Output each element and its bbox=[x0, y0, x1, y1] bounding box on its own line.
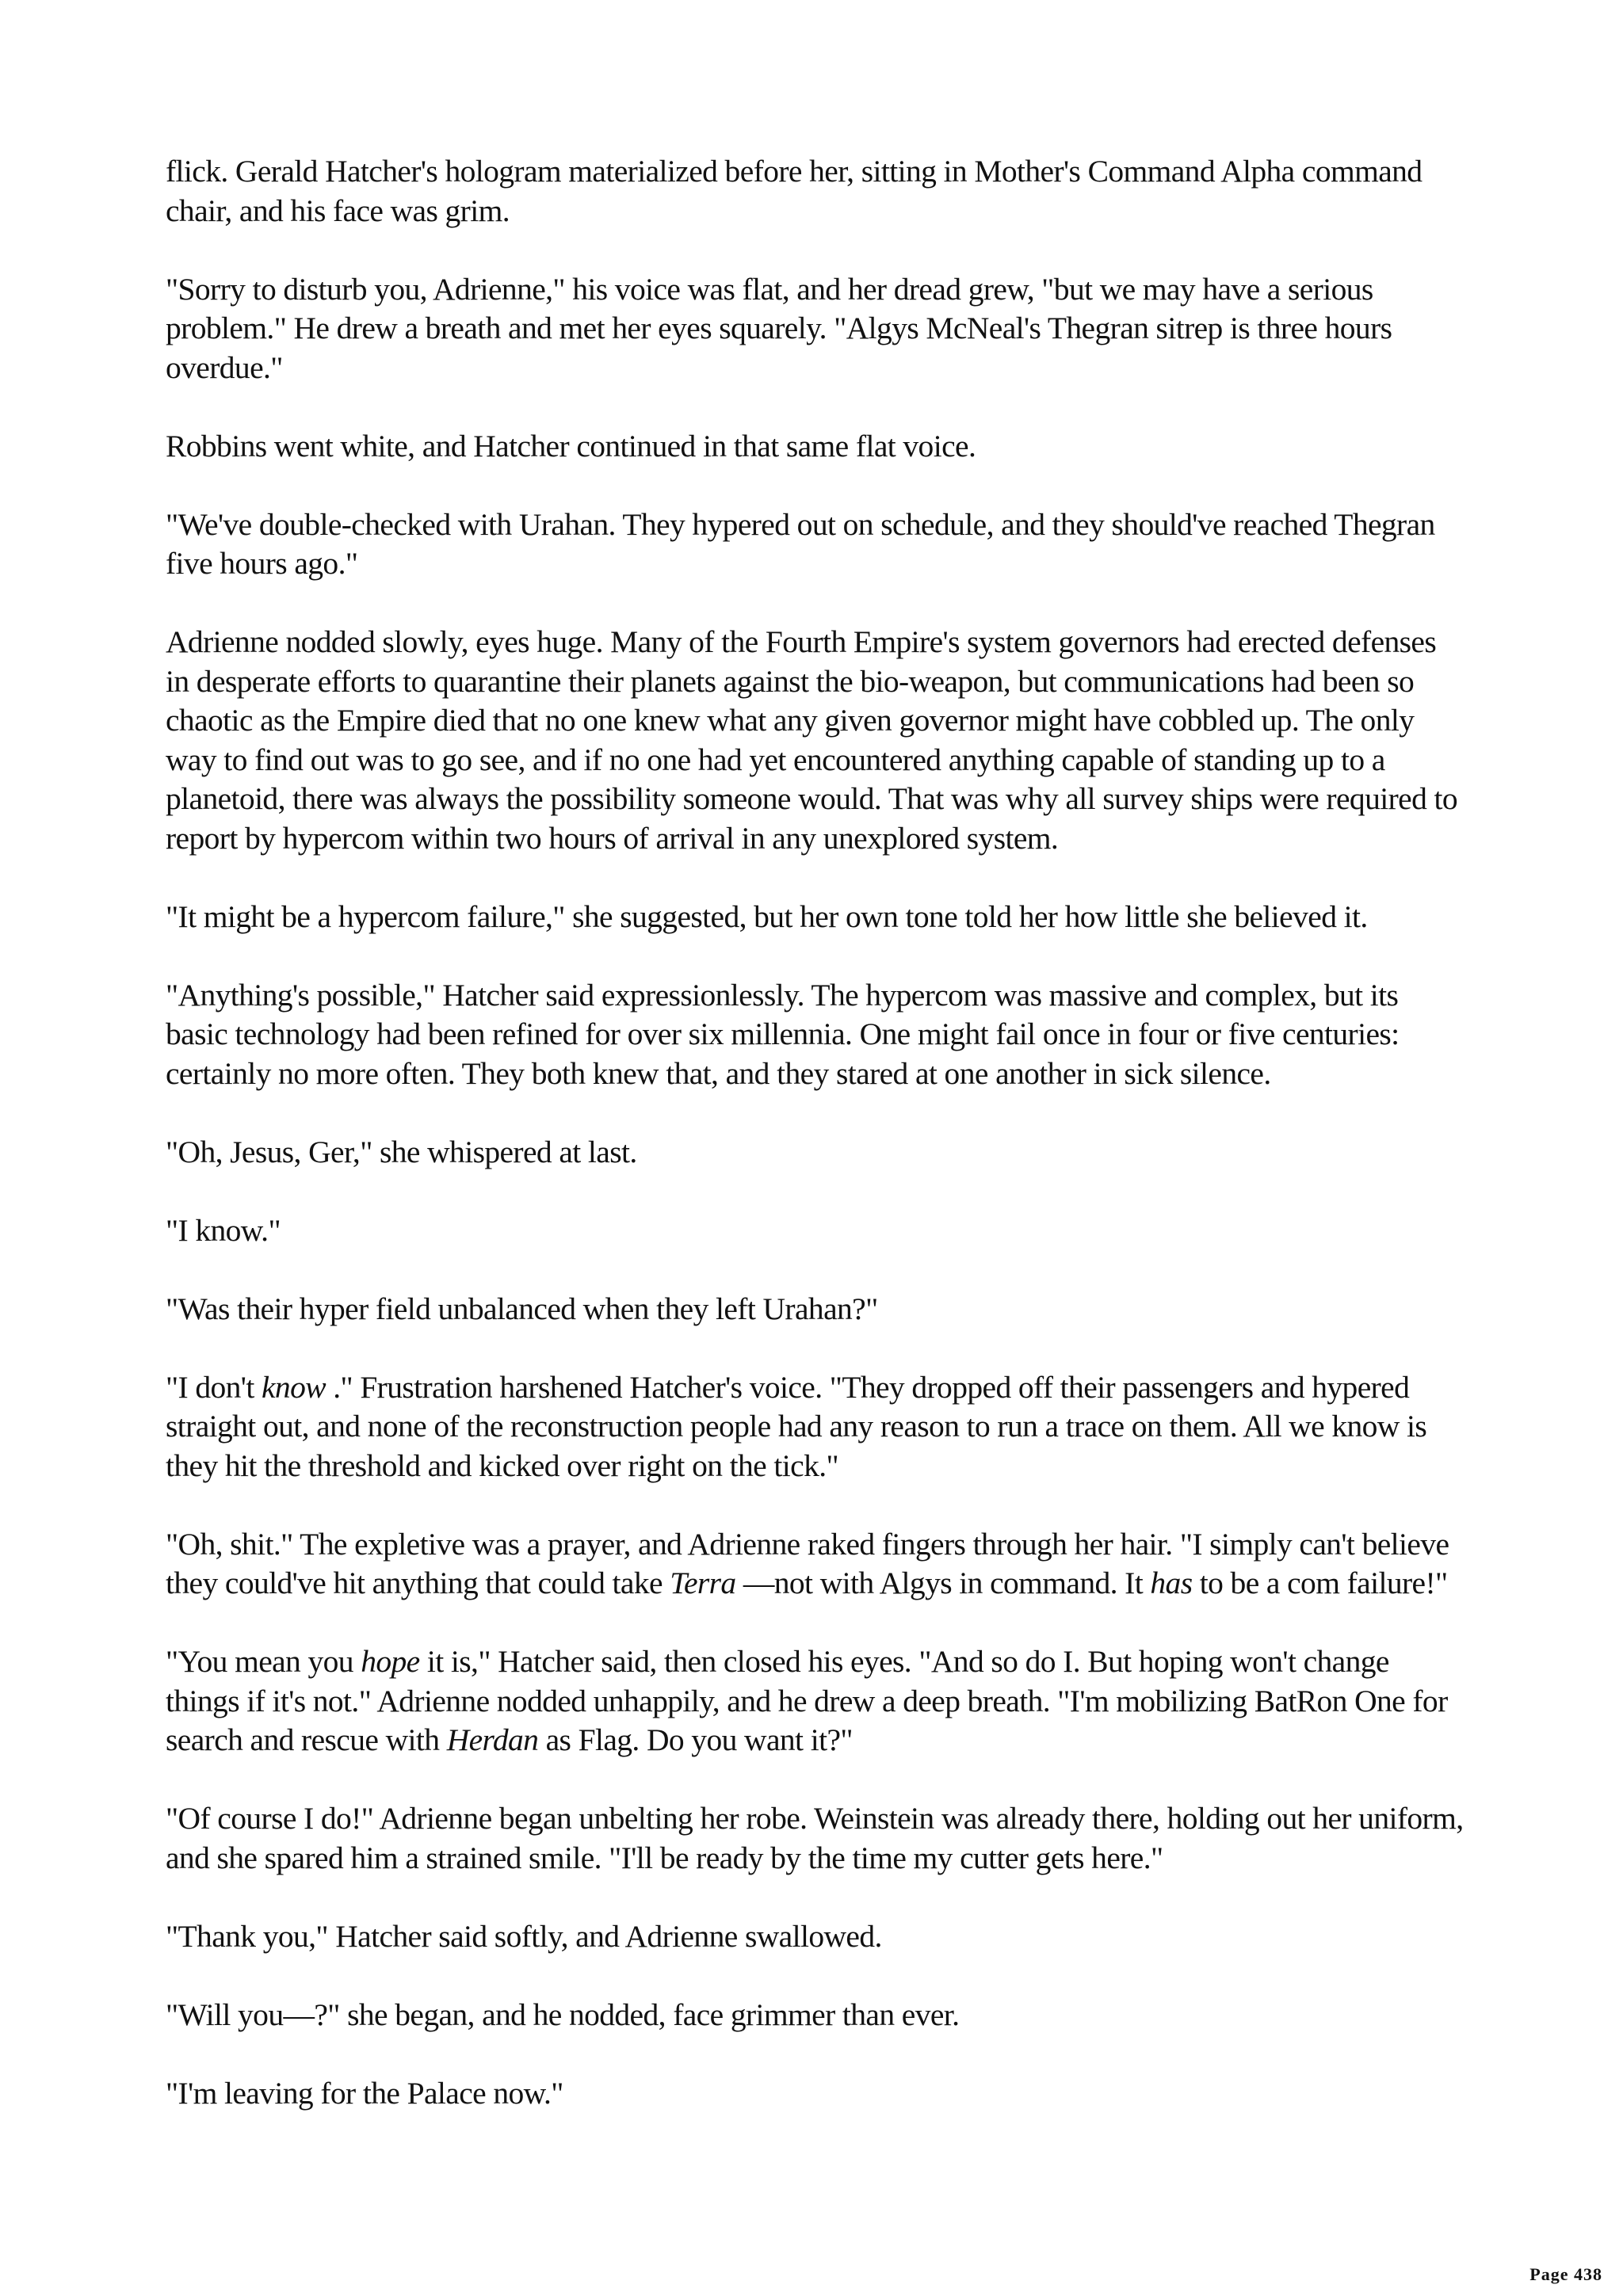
text-run: "Oh, Jesus, Ger," she whispered at last. bbox=[166, 1134, 637, 1169]
text-run: ." Frustration harshened Hatcher's voice. "They dropped off their passengers and hypered straight out, and none of the reconstruction people had any reason to run a trace on them. All we know is they hit the threshold and kicked over right on the tick." bbox=[166, 1369, 1427, 1483]
paragraph bbox=[166, 152, 1465, 231]
text-run: "It might be a hypercom failure," she suggested, but her own tone told her how little she believed it. bbox=[166, 898, 1368, 934]
italic-text-run: Herdan bbox=[446, 1722, 539, 1757]
text-run: as Flag. Do you want it?" bbox=[538, 1722, 853, 1757]
paragraph bbox=[166, 1799, 1465, 1878]
text-run: it is," Hatcher said, then closed his eyes. "And so do I. But hoping won't change things if it's not." Adrienne nodded unhappily, and he drew a deep breath. "I'm mobilizing BatRon One for search and rescue with bbox=[166, 1644, 1448, 1757]
text-run: "Oh, shit." The expletive was a prayer, and Adrienne raked fingers through her hair. "I simply can't believe they could've hit anything that could take bbox=[166, 1526, 1449, 1600]
text-run: Adrienne nodded slowly, eyes huge. Many of the Fourth Empire's system governors had erected defenses in desperate efforts to quarantine their planets against the bio-weapon, but communications had been so chaotic as the Empire died that no one knew what any given governor might have cobbled up. The only way to find out was to go see, and if no one had yet encountered anything capable of standing up to a planetoid, there was always the possibility someone would. That was why all survey ships were required to report by hypercom within two hours of arrival in any unexplored system. bbox=[166, 624, 1458, 856]
text-run: flick. Gerald Hatcher's hologram materialized before her, sitting in Mother's Command Alpha command chair, and his face was grim. bbox=[166, 154, 1423, 228]
italic-text-run: has bbox=[1150, 1566, 1193, 1600]
paragraph bbox=[166, 898, 1465, 937]
paragraph bbox=[166, 1996, 1465, 2035]
paragraph bbox=[166, 1525, 1465, 1604]
text-run: "Was their hyper field unbalanced when they left Urahan?" bbox=[166, 1291, 878, 1326]
paragraph bbox=[166, 976, 1465, 1094]
text-run: "We've double-checked with Urahan. They hypered out on schedule, and they should've reached Thegran five hours ago." bbox=[166, 506, 1435, 581]
text-run: "You mean you bbox=[166, 1644, 361, 1679]
text-run: "Sorry to disturb you, Adrienne," his voice was flat, and her dread grew, "but we may have a serious problem." He drew a breath and met her eyes squarely. "Algys McNeal's Thegran sitrep is three hours overdue." bbox=[166, 271, 1392, 385]
italic-text-run: hope bbox=[361, 1644, 420, 1679]
text-run: "I know." bbox=[166, 1212, 281, 1248]
paragraph bbox=[166, 1133, 1465, 1173]
paragraph bbox=[166, 1642, 1465, 1760]
text-run: to be a com failure!" bbox=[1192, 1566, 1448, 1600]
paragraph bbox=[166, 1211, 1465, 1251]
text-run: "I don't bbox=[166, 1369, 262, 1405]
text-run: "I'm leaving for the Palace now." bbox=[166, 2075, 563, 2111]
paragraph bbox=[166, 427, 1465, 467]
italic-text-run: know bbox=[261, 1369, 326, 1405]
body-text bbox=[166, 152, 1465, 2153]
paragraph bbox=[166, 1917, 1465, 1957]
paragraph bbox=[166, 1290, 1465, 1329]
text-run: "Thank you," Hatcher said softly, and Adrienne swallowed. bbox=[166, 1918, 882, 1954]
page-number: Page 438 bbox=[1529, 2264, 1602, 2284]
paragraph bbox=[166, 623, 1465, 858]
paragraph bbox=[166, 270, 1465, 388]
text-run: "Will you—?" she began, and he nodded, face grimmer than ever. bbox=[166, 1997, 960, 2032]
paragraph bbox=[166, 505, 1465, 584]
text-run: "Anything's possible," Hatcher said expressionlessly. The hypercom was massive and complex, but its basic technology had been refined for over six millennia. One might fail once in four or five centuries: certainly no more often. They both knew that, and they stared at one another in sick silence. bbox=[166, 977, 1400, 1091]
text-run: —not with Algys in command. It bbox=[735, 1566, 1151, 1600]
paragraph bbox=[166, 2074, 1465, 2114]
text-run: "Of course I do!" Adrienne began unbelting her robe. Weinstein was already there, holding out her uniform, and she spared him a strained smile. "I'll be ready by the time my cutter gets here." bbox=[166, 1801, 1464, 1875]
italic-text-run: Terra bbox=[670, 1566, 736, 1600]
paragraph bbox=[166, 1368, 1465, 1486]
text-run: Robbins went white, and Hatcher continued in that same flat voice. bbox=[166, 428, 976, 463]
